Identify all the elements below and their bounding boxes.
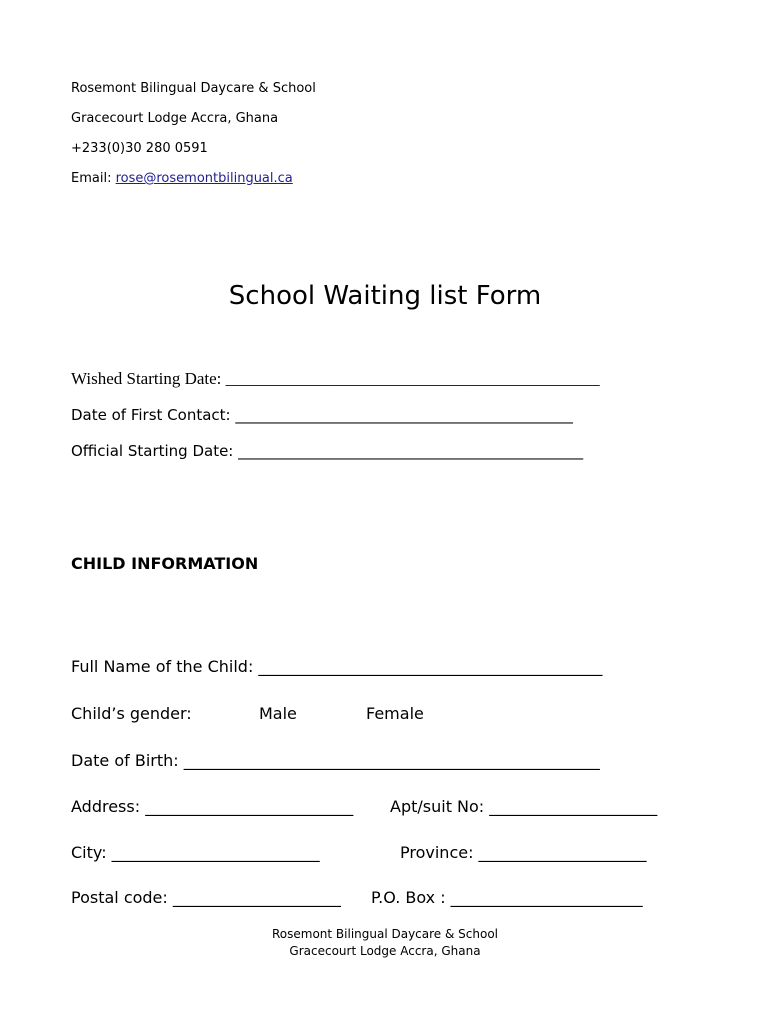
child-gender-label: Child’s gender: bbox=[71, 704, 192, 723]
date-first-contact-field[interactable]: Date of First Contact: _____________________________________________ bbox=[71, 406, 573, 424]
postal-code-field[interactable]: Postal code: _____________________ bbox=[71, 888, 341, 907]
wished-starting-date-field[interactable]: Wished Starting Date: ____________________________________________ bbox=[71, 369, 600, 388]
school-phone: +233(0)30 280 0591 bbox=[71, 141, 208, 156]
school-name: Rosemont Bilingual Daycare & School bbox=[71, 81, 316, 96]
footer-school-name: Rosemont Bilingual Daycare & School bbox=[271, 927, 499, 941]
child-full-name-field[interactable]: Full Name of the Child: ___________________________________________ bbox=[71, 657, 603, 676]
school-email-line bbox=[71, 171, 293, 186]
form-title: School Waiting list Form bbox=[228, 281, 542, 311]
gender-female-option[interactable]: Female bbox=[366, 704, 424, 723]
school-address: Gracecourt Lodge Accra, Ghana bbox=[71, 111, 279, 126]
apt-suite-field[interactable]: Apt/suit No: _____________________ bbox=[390, 797, 658, 816]
date-of-birth-field[interactable]: Date of Birth: ____________________________________________________ bbox=[71, 751, 600, 770]
po-box-field[interactable]: P.O. Box : ________________________ bbox=[371, 888, 643, 907]
email-label: Email: bbox=[71, 171, 116, 186]
address-field[interactable]: Address: __________________________ bbox=[71, 797, 354, 816]
email-link[interactable]: rose@rosemontbilingual.ca bbox=[115, 171, 293, 186]
gender-male-option[interactable]: Male bbox=[259, 704, 297, 723]
province-field[interactable]: Province: _____________________ bbox=[400, 843, 647, 862]
official-starting-date-field[interactable]: Official Starting Date: ______________________________________________ bbox=[71, 442, 584, 460]
footer-address: Gracecourt Lodge Accra, Ghana bbox=[289, 944, 481, 958]
city-field[interactable]: City: __________________________ bbox=[71, 843, 320, 862]
child-information-heading: CHILD INFORMATION bbox=[71, 554, 259, 573]
